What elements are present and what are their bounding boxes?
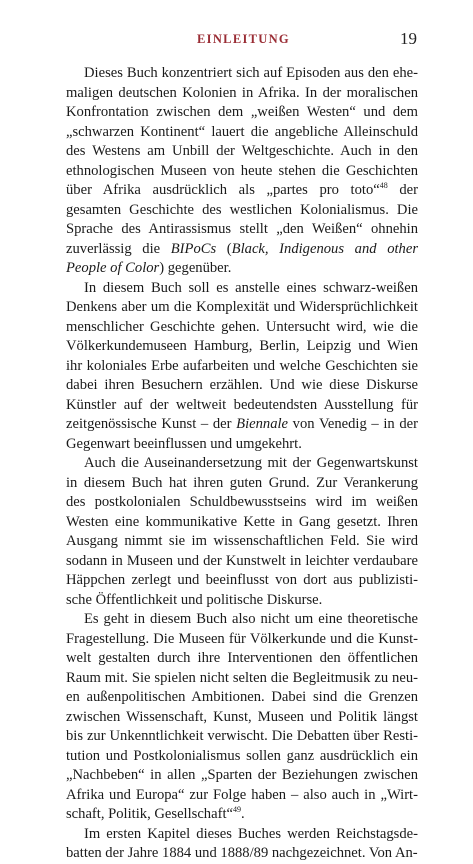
paragraph-5-text: Im ersten Kapitel dieses Buches werden Reichstagsdebatten der Jahre 1884 und 1888/89 nachgezeichnet. Von An- — [66, 825, 418, 861]
paragraph-1 — [66, 64, 418, 279]
italic-term-biennale: Biennale — [236, 416, 289, 432]
footnote-ref-49: 49 — [232, 805, 241, 815]
paragraph-4-text: Es geht in diesem Buch also nicht um eine theoretische Fragestellung. Die Museen für Völkerkunde und die Kunstwelt gestalten durch ihre Interventionen den öffentlichen Raum mit. Sie spielen nicht selten die Begleitmusik zu neuen außenpolitischen Ambitionen. Dabei sind die Grenzen zwischen Wissenschaft, Kunst, Museen und Politik längst bis zur Unkenntlichkeit verwischt. Die Debatten über Restitution und Postkolonialismus sollen ganz ausdrücklich ein „Nachbeben“ in allen „Sparten der Beziehungen zwischen Afrika und Europa“ zur Folge haben – also auch in „Wirtschaft, Politik, Gesellschaft“ — [66, 611, 418, 822]
paragraph-5 — [66, 825, 418, 864]
paragraph-4-end: . — [240, 806, 245, 822]
footnote-ref-48: 48 — [379, 181, 388, 191]
paragraph-1-text: Dieses Buch konzentriert sich auf Episoden aus den ehemaligen deutschen Kolonien in Afrika. In der moralischen Konfrontation zwischen dem „weißen Westen“ und dem „schwarzen Kontinent“ lauert die angebliche Alleinschuld des Westens am Unbill der Weltgeschichte. Auch in den ethnologischen Museen von heute stehen die Geschichten über Afrika ausdrücklich als „partes pro toto“ — [66, 65, 418, 198]
paragraph-1-paren-open: ( — [216, 240, 232, 257]
paragraph-2 — [66, 279, 418, 455]
running-head: EINLEITUNG — [197, 32, 290, 46]
italic-term-expansion: Black, Indigenous and other People of Color — [66, 240, 418, 276]
page-number: 19 — [400, 29, 417, 48]
paragraph-1-text-cont: der gesamten Geschichte des westlichen Kolonialismus. Die Sprache des Antirassismus stellt „den Weißen“ ohnehin zuverlässig die — [66, 182, 418, 257]
page-header — [70, 29, 417, 54]
italic-term-bipocs: BIPoCs — [170, 240, 217, 257]
paragraph-3 — [66, 454, 418, 610]
paragraph-1-end: ) gegenüber. — [159, 260, 232, 276]
paragraph-4 — [66, 610, 418, 825]
paragraph-2-end: von Venedig – in der Gegenwart beeinflussen und umgekehrt. — [66, 416, 418, 452]
paragraph-2-text: In diesem Buch soll es anstelle eines schwarz-weißen Denkens aber um die Komplexität und Widersprüchlichkeit menschlicher Geschichte gehen. Untersucht wird, wie die Völkerkundemuseen Hamburg, Berlin, Leipzig und Wien ihr koloniales Erbe aufarbeiten und welche Geschichten sie dabei ihren Besuchern erzählen. Und wie diese Diskurse Künstler auf der weltweit bedeutendsten Ausstellung für zeitgenössische Kunst – der — [66, 279, 418, 432]
body-text — [66, 64, 418, 864]
paragraph-3-text: Auch die Auseinandersetzung mit der Gegenwartskunst in diesem Buch hat ihren guten Grund. Zur Verankerung des postkolonialen Schuldbewusstseins wird im weißen Westen eine kommunikative Kette in Gang gesetzt. Ihren Ausgang nimmt sie im wissenschaftlichen Feld. Sie wird sodann in Museen und der Kunstwelt in leichter verdaubare Häppchen zerlegt und beeinflusst von dort aus publizistische Öffentlichkeit und politische Diskurse. — [66, 455, 418, 608]
